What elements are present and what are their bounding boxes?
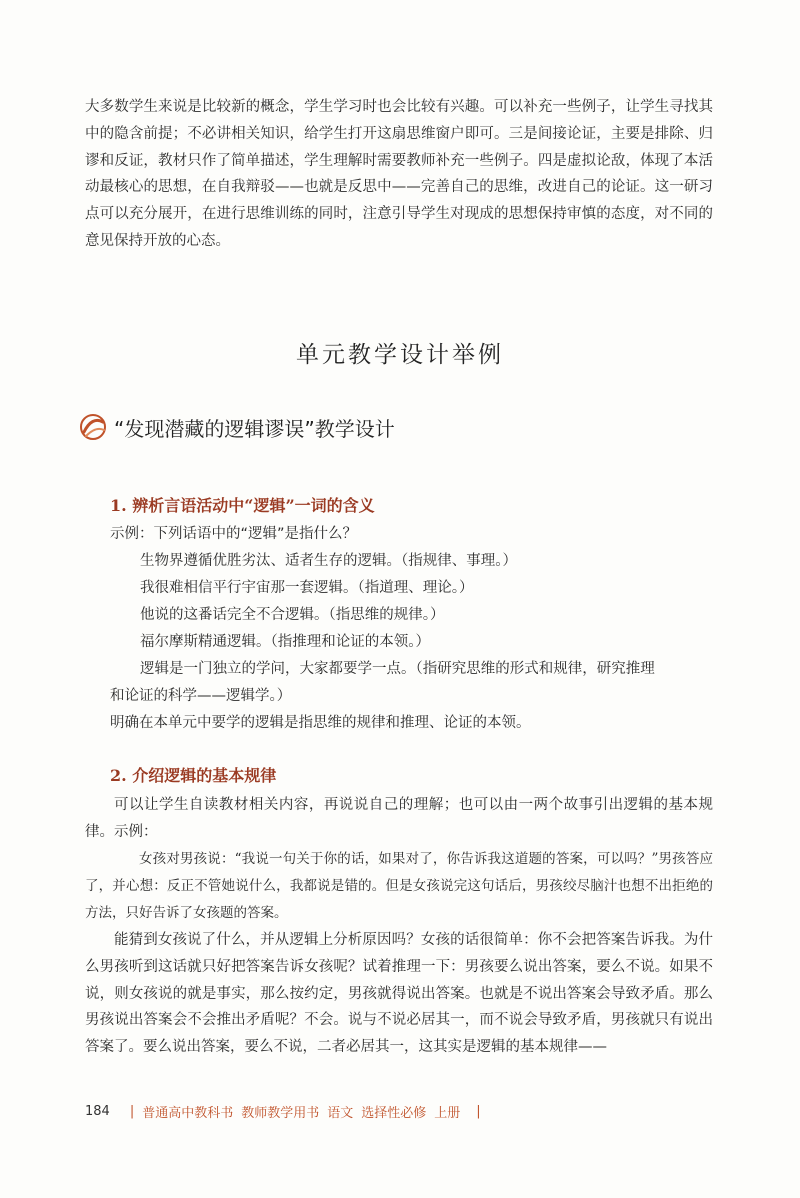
page-number: 184 bbox=[85, 1104, 110, 1119]
section-title: 单元教学设计举例 bbox=[296, 342, 504, 368]
footer-book: 普通高中教科书 bbox=[142, 1106, 234, 1121]
part2-intro: 可以让学生自读教材相关内容，再说说自己的理解；也可以由一两个故事引出逻辑的基本规律。示例： bbox=[85, 797, 713, 840]
design-title-row bbox=[78, 412, 395, 442]
part1-heading: 1. 辨析言语活动中“逻辑”一词的含义 bbox=[110, 496, 375, 515]
example-note: （指思维的规律。） bbox=[328, 607, 445, 623]
analysis-paragraph: 能猜到女孩说了什么，并从逻辑上分析原因吗？女孩的话很简单：你不会把答案告诉我。为什么男孩听到这话就只好把答案告诉女孩呢？试着推理一下：男孩要么说出答案，要么不说。如果不说，则女孩说的就是事实，那么按约定，男孩就得说出答案。也就是不说出答案会导致矛盾。那么男孩说出答案会不会推出矛盾呢？不会。说与不说必居其一，而不说会导致矛盾，男孩就只有说出答案了。要么说出答案，要么不说，二者必居其一，这其实是逻辑的基本规律—— bbox=[85, 932, 713, 1056]
example-sentence: 生物界遵循优胜劣汰、适者生存的逻辑。 bbox=[140, 553, 401, 569]
footer-subject: 语文 bbox=[327, 1106, 354, 1121]
page-footer bbox=[85, 1102, 489, 1121]
example-line bbox=[140, 549, 517, 570]
example-note: （指规律、事理。） bbox=[401, 553, 517, 569]
footer-separator: | bbox=[129, 1104, 135, 1119]
footer-separator: | bbox=[476, 1104, 481, 1119]
story-paragraph: 女孩对男孩说：“我说一句关于你的话，如果对了，你告诉我这道题的答案，可以吗？”男孩答应了，并心想：反正不管她说什么，我都说是错的。但是女孩说完这句话后，男孩绞尽脑汁也想不出拒绝的方法，只好告诉了女孩题的答案。 bbox=[85, 851, 713, 921]
intro-paragraph: 大多数学生来说是比较新的概念，学生学习时也会比较有兴趣。可以补充一些例子，让学生寻找其中的隐含前提；不必讲相关知识，给学生打开这扇思维窗户即可。三是间接论证，主要是排除、归谬和反证，教材只作了简单描述，学生理解时需要教师补充一些例子。四是虚拟论敌，体现了本活动最核心的思想，在自我辩驳——也就是反思中——完善自己的思维，改进自己的论证。这一研习点可以充分展开，在进行思维训练的同时，注意引导学生对现成的思想保持审慎的态度，对不同的意见保持开放的心态。 bbox=[85, 99, 713, 249]
example-note: （指道理、理论。） bbox=[357, 580, 474, 596]
example-sentence: 我很难相信平行宇宙那一套逻辑。 bbox=[140, 580, 358, 596]
example-note: （指研究思维的形式和规律，研究推理 bbox=[415, 661, 655, 677]
footer-volume: 选择性必修 bbox=[361, 1106, 427, 1121]
design-title-text: “发现潜藏的逻辑谬误”教学设计 bbox=[114, 416, 395, 441]
example-line bbox=[140, 576, 474, 597]
footer-role: 教师教学用书 bbox=[241, 1106, 320, 1121]
example-note: （指推理和论证的本领。） bbox=[270, 634, 430, 650]
example-line bbox=[140, 603, 445, 624]
part2-heading: 2. 介绍逻辑的基本规律 bbox=[110, 766, 277, 785]
part1-conclusion: 明确在本单元中要学的逻辑是指思维的规律和推理、论证的本领。 bbox=[110, 715, 531, 731]
footer-part: 上册 bbox=[434, 1106, 461, 1121]
example-sentence: 福尔摩斯精通逻辑。 bbox=[140, 634, 271, 650]
example-note-continued: 和论证的科学——逻辑学。） bbox=[110, 688, 292, 704]
example-sentence: 他说的这番话完全不合逻辑。 bbox=[140, 607, 329, 623]
example-intro: 示例：下列话语中的“逻辑”是指什么？ bbox=[110, 526, 358, 542]
example-line bbox=[140, 630, 430, 651]
swirl-icon bbox=[78, 412, 108, 442]
example-line bbox=[140, 657, 655, 678]
example-sentence: 逻辑是一门独立的学问，大家都要学一点。 bbox=[140, 661, 416, 677]
